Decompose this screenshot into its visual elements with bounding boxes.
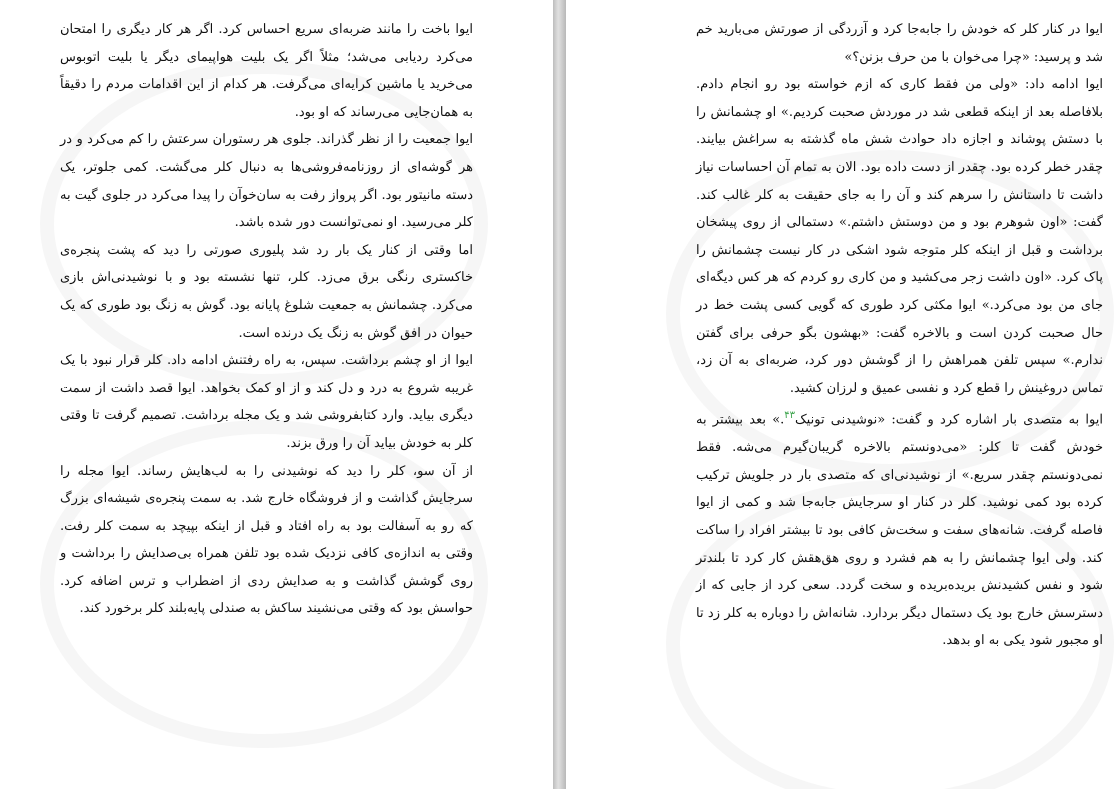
paragraph: ایوا در کنار کلر که خودش را جابه‌جا کرد و آزردگی از صورتش می‌بارید خم شد و پرسید: «چرا می‌خوان با من حرف بزنن؟» — [696, 22, 1103, 65]
paragraph-text: ایوا به متصدی بار اشاره کرد و گفت: «نوشیدنی تونیک — [795, 412, 1103, 428]
page-gutter — [553, 0, 566, 789]
paragraph — [696, 402, 1103, 655]
paragraph-text: .» بعد بیشتر به خودش گفت تا کلر: «می‌دونستم بالاخره گریبان‌گیرم می‌شه. فقط نمی‌دونستم چقدر سریع.» از نوشیدنی‌ای که متصدی بار در جلویش ترکیب کرده بود کمی نوشید. کلر در کنار او سرجایش جابه‌جا شد و کمی از ایوا فاصله گرفت. شانه‌های سفت و سخت‌ش کافی بود تا بیشتر افراد را ساکت کند. ولی ایوا چشمانش را به هم فشرد و روی هق‌هقش کار کرد تا بلندتر شود و نفس کشیدنش بریده‌بریده و سخت گردد. سعی کرد از جایی که از دسترسش خارج بود یک دستمال دیگر بردارد. شانه‌اش را دوباره به کلر زد تا او مجبور شود یکی به او بدهد. — [696, 412, 1103, 649]
footnote-link[interactable]: ۴۳ — [784, 410, 796, 422]
left-page-text — [60, 16, 473, 623]
left-page — [0, 0, 553, 789]
right-page — [566, 0, 1119, 789]
paragraph: ایوا از او چشم برداشت. سپس، به راه رفتنش ادامه داد. کلر قرار نبود با یک غریبه شروع به درد و دل کند و از او کمک بخواهد. ایوا قصد داشت از سمت دیگری بیاید. وارد کتابفروشی شد و یک مجله برداشت. تصمیم گرفت تا وقتی کلر به خودش بیاید آن را ورق بزند. — [60, 353, 473, 451]
paragraph: ایوا جمعیت را از نظر گذراند. جلوی هر رستوران سرعتش را کم می‌کرد و در هر گوشه‌ای از روزنامه‌فروشی‌ها به دنبال کلر می‌گشت. کمی جلوتر، یک دسته مانیتور بود. اگر پرواز رفت به سان‌خوآن را پیدا می‌کرد در جلوی گیت به کلر می‌رسید. او نمی‌توانست دور شده باشد. — [60, 132, 473, 231]
paragraph: ایوا باخت را مانند ضربه‌ای سریع احساس کرد. اگر هر کار دیگری را امتحان می‌کرد ردیابی می‌شد؛ مثلاً اگر یک بلیت هواپیمای دیگر یا بلیت اتوبوس می‌خرید یا ماشین کرایه‌ای می‌گرفت. هر کدام از این اقدامات مردم را دقیقاً به همان‌جایی می‌رساند که او بود. — [60, 22, 473, 120]
right-page-text — [696, 16, 1103, 655]
paragraph: ایوا ادامه داد: «ولی من فقط کاری که ازم خواسته بود رو انجام دادم. بلافاصله بعد از اینکه قطعی شد در موردش صحبت کردیم.» او چشمانش را با دستش پوشاند و اجازه داد حوادث شش ماه گذشته به سراغش بیایند. چقدر خطر کرده بود. چقدر از دست داده بود. الان به تمام آن احساسات نیاز داشت تا داستانش را سرهم کند و آن را به جای حقیقت به کلر غالب کند. گفت: «اون شوهرم بود و من دوستش داشتم.» دستمالی از روی پیشخان برداشت و قبل از اینکه کلر متوجه شود اشکی در کار نیست چشمانش را پاک کرد. «اون داشت زجر می‌کشید و من کاری رو کردم که هر کس دیگه‌ای جای من بود می‌کرد.» ایوا مکثی کرد طوری که گویی کسی پشت خط در حال صحبت کردن است و بالاخره گفت: «بهشون بگو حرفی برای گفتن ندارم.» سپس تلفن همراهش را از گوشش دور کرد، ضربه‌ای به آن زد، تماس دروغینش را قطع کرد و نفسی عمیق و لرزان کشید. — [696, 77, 1103, 396]
paragraph: از آن سو، کلر را دید که نوشیدنی را به لب‌هایش رساند. ایوا مجله را سرجایش گذاشت و از فروشگاه خارج شد. به سمت پنجره‌ی شیشه‌ای بزرگ که رو به آسفالت بود به راه افتاد و قبل از اینکه بپیچد به سمت کلر رفت. وقتی به اندازه‌ی کافی نزدیک شده بود تلفن همراه بی‌صدایش را برداشت و روی گوشش گذاشت و به صدایش ردی از اضطراب و ترس اضافه کرد. حواسش بود که وقتی می‌نشیند ساکش به صندلی پایه‌بلند کلر برخورد کند. — [60, 463, 473, 617]
paragraph: اما وقتی از کنار یک بار رد شد پلیوری صورتی را دید که پشت پنجره‌ی خاکستری رنگی برق می‌زد. کلر، تنها نشسته بود و با نوشیدنی‌اش بازی می‌کرد. چشمانش به جمعیت شلوغ پایانه بود. گوش به زنگ بود طوری که یک حیوان در افق گوش به زنگ یک درنده است. — [60, 242, 473, 341]
